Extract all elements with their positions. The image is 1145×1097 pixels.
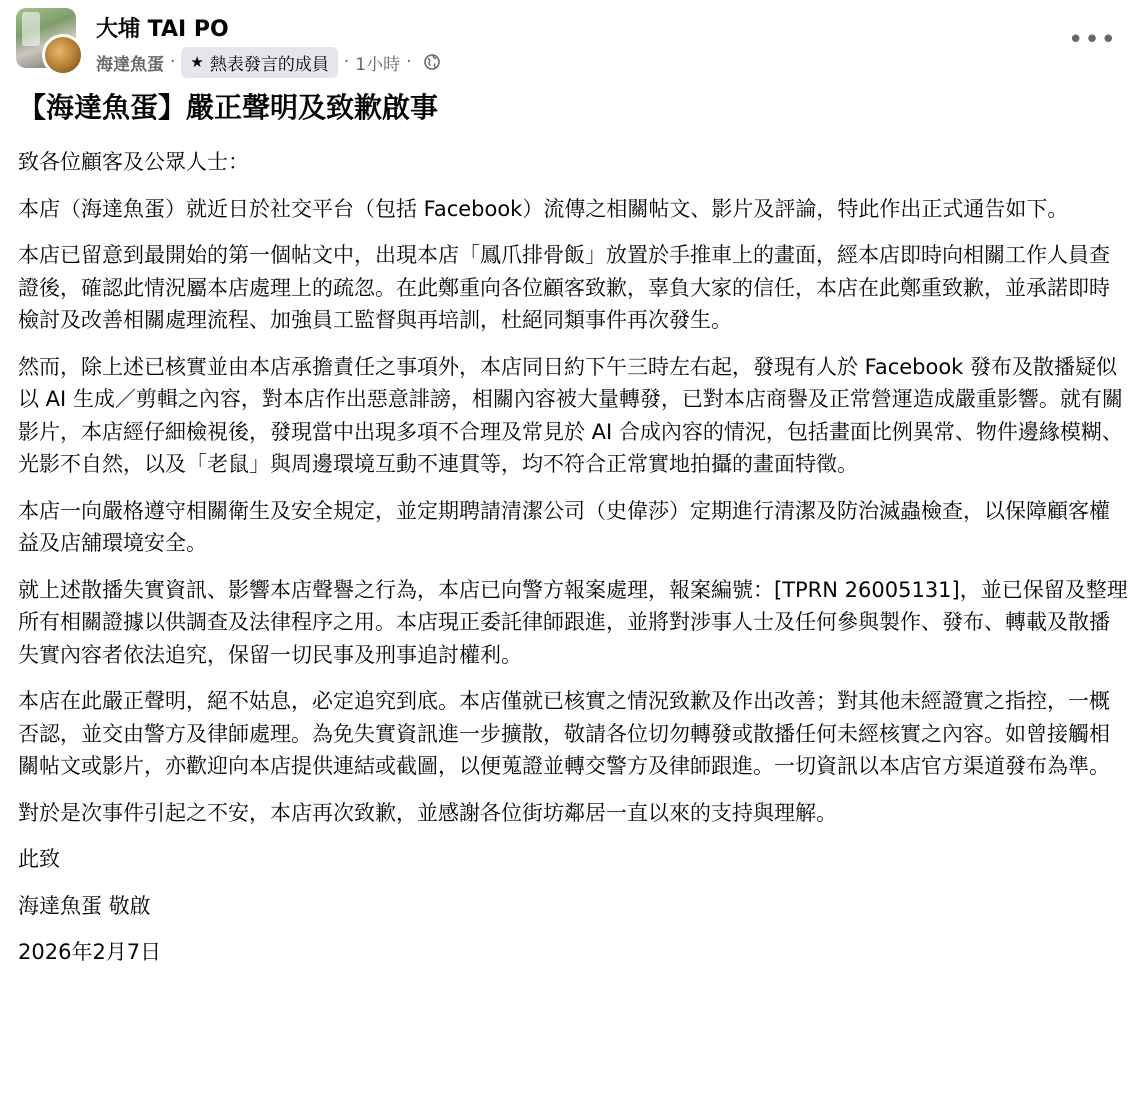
post-paragraph: 然而，除上述已核實並由本店承擔責任之事項外，本店同日約下午三時左右起，發現有人於 Facebook 發布及散播疑似以 AI 生成／剪輯之內容，對本店作出惡意誹謗，相關內容被大量轉發，已對本店商譽及正常營運造成嚴重影響。就有關影片，本店經仔細檢視後，發現當中出現多項不合理及常見於 AI 合成內容的情況，包括畫面比例異常、物件邊緣模糊、光影不自然，以及「老鼠」與周邊環境互動不連貫等，均不符合正常實地拍攝的畫面特徵。 — [18, 354, 1123, 476]
author-avatar[interactable] — [42, 34, 84, 76]
post-paragraph: 就上述散播失實資訊、影響本店聲譽之行為，本店已向警方報案處理，報案編號：[TPRN 26005131]，並已保留及整理所有相關證據以供調查及法律程序之用。本店現正委託律師跟進，並將對涉事人士及任何參與製作、發布、轉載及散播失實內容者依法追究，保留一切民事及刑事追討權利。 — [18, 577, 1128, 667]
post-title: 【海達魚蛋】嚴正聲明及致歉啟事 — [18, 91, 439, 124]
post-paragraph: 本店在此嚴正聲明，絕不姑息，必定追究到底。本店僅就已核實之情況致歉及作出改善；對其他未經證實之指控，一概否認，並交由警方及律師處理。為免失實資訊進一步擴散，敬請各位切勿轉發或散播任何未經核實之內容。如曾接觸相關帖文或影片，亦歡迎向本店提供連結或截圖，以便蒐證並轉交警方及律師跟進。一切資訊以本店官方渠道發布為準。 — [18, 689, 1110, 778]
globe-icon[interactable] — [424, 54, 440, 70]
avatar-stack[interactable] — [16, 8, 84, 76]
post-paragraph: 本店一向嚴格遵守相關衛生及安全規定，並定期聘請清潔公司（史偉莎）定期進行清潔及防治滅蟲檢查，以保障顧客權益及店舖環境安全。 — [18, 498, 1110, 555]
meta-separator: · — [343, 52, 350, 72]
meta-separator: · — [170, 52, 176, 72]
post-paragraph: 致各位顧客及公眾人士： — [18, 150, 249, 174]
post-paragraph: 對於是次事件引起之不安，本店再次致歉，並感謝各位街坊鄰居一直以來的支持與理解。 — [18, 800, 837, 825]
star-icon: ★ — [190, 53, 204, 71]
post-paragraph: 此致 — [18, 847, 60, 871]
meta-separator: · — [406, 52, 412, 72]
post-header — [16, 8, 1129, 78]
post-body — [18, 146, 1128, 983]
post-paragraph: 本店（海達魚蛋）就近日於社交平台（包括 Facebook）流傳之相關帖文、影片及評論，特此作出正式通告如下。 — [18, 196, 1069, 221]
member-badge-label: 熱表發言的成員 — [209, 54, 329, 75]
post-date: 2026年2月7日 — [18, 940, 162, 964]
post-timestamp[interactable]: 1小時 — [355, 54, 401, 75]
group-name-link[interactable]: 大埔 TAI PO — [96, 17, 229, 42]
post-paragraph: 本店已留意到最開始的第一個帖文中，出現本店「鳳爪排骨飯」放置於手推車上的畫面，經本店即時向相關工作人員查證後，確認此情況屬本店處理上的疏忽。在此鄭重向各位顧客致歉，辜負大家的信任，本店在此鄭重致歉，並承諾即時檢討及改善相關處理流程、加強員工監督與再培訓，杜絕同類事件再次發生。 — [18, 243, 1110, 332]
author-name-link[interactable]: 海達魚蛋 — [96, 54, 164, 75]
post-meta — [96, 46, 440, 78]
member-badge[interactable] — [181, 47, 337, 78]
post-paragraph: 海達魚蛋 敬啟 — [18, 893, 151, 918]
more-options-button[interactable]: ••• — [1067, 25, 1117, 55]
